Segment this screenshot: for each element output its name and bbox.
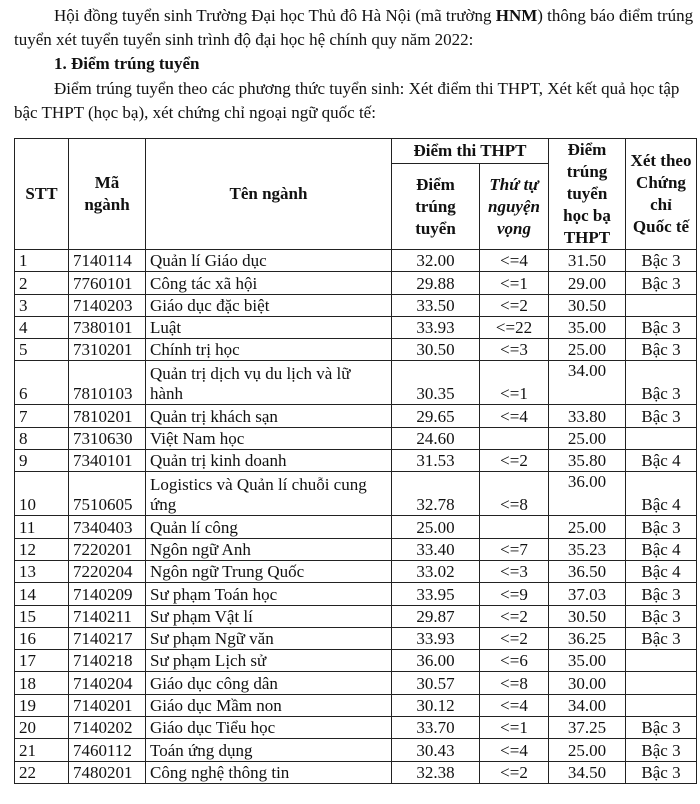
table-row xyxy=(15,339,697,361)
cell-order: <=6 xyxy=(480,650,549,672)
table-row xyxy=(15,605,697,627)
cell-name xyxy=(146,694,392,716)
major-name-line: Sư phạm Vật lí xyxy=(150,606,253,626)
cell-score: 24.60 xyxy=(392,427,480,449)
cell-score: 32.78 xyxy=(392,472,480,516)
cell-name xyxy=(146,538,392,560)
cell-code: 7810103 xyxy=(69,361,146,405)
intro-text-2: ) thông báo điểm trúng tuyển xét tuyển tuyển sinh trình độ đại học hệ chính quy năm 2022: xyxy=(14,6,694,49)
cell-name xyxy=(146,761,392,783)
cell-name xyxy=(146,294,392,316)
cell-name xyxy=(146,450,392,472)
table-body xyxy=(15,250,697,784)
header-diem-trung-tuyen: Điểm trúng tuyển xyxy=(392,164,480,250)
cell-stt: 22 xyxy=(15,761,69,783)
major-name-line: Sư phạm Lịch sử xyxy=(150,651,267,671)
cell-code: 7140211 xyxy=(69,605,146,627)
cell-hocba: 34.00 xyxy=(549,361,626,405)
cell-name xyxy=(146,272,392,294)
cell-cert: Bậc 3 xyxy=(626,250,697,272)
cell-hocba: 31.50 xyxy=(549,250,626,272)
cell-hocba: 36.50 xyxy=(549,560,626,582)
major-name-line: Toán ứng dụng xyxy=(150,740,253,760)
cell-code: 7480201 xyxy=(69,761,146,783)
cell-cert: Bậc 3 xyxy=(626,717,697,739)
major-name-line: Giáo dục công dân xyxy=(150,673,278,693)
cell-order: <=2 xyxy=(480,450,549,472)
cell-name xyxy=(146,472,392,516)
table-row xyxy=(15,560,697,582)
cell-cert: Bậc 3 xyxy=(626,272,697,294)
major-name-line: Luật xyxy=(150,318,182,338)
cell-code: 7140209 xyxy=(69,583,146,605)
cell-hocba: 34.00 xyxy=(549,694,626,716)
cell-stt: 21 xyxy=(15,739,69,761)
header-thpt-group: Điểm thi THPT xyxy=(392,139,549,164)
cell-score: 36.00 xyxy=(392,650,480,672)
table-row xyxy=(15,250,697,272)
cell-order: <=3 xyxy=(480,339,549,361)
cell-code: 7340101 xyxy=(69,450,146,472)
major-name-line: Quản lí Giáo dục xyxy=(150,251,267,271)
cell-stt: 13 xyxy=(15,560,69,582)
cell-hocba: 35.80 xyxy=(549,450,626,472)
cell-name xyxy=(146,250,392,272)
cell-order: <=2 xyxy=(480,627,549,649)
table-row xyxy=(15,739,697,761)
table-row xyxy=(15,717,697,739)
cell-code: 7140217 xyxy=(69,627,146,649)
cell-name xyxy=(146,316,392,338)
cell-stt: 1 xyxy=(15,250,69,272)
cell-score: 30.35 xyxy=(392,361,480,405)
cell-code: 7380101 xyxy=(69,316,146,338)
cell-cert: Bậc 3 xyxy=(626,583,697,605)
major-name-line: Sư phạm Toán học xyxy=(150,584,278,604)
major-name-line: Sư phạm Ngữ văn xyxy=(150,629,274,649)
cell-score: 29.87 xyxy=(392,605,480,627)
cell-code: 7760101 xyxy=(69,272,146,294)
cell-stt: 8 xyxy=(15,427,69,449)
cell-name xyxy=(146,650,392,672)
cell-name xyxy=(146,672,392,694)
cell-cert: Bậc 3 xyxy=(626,516,697,538)
cell-hocba: 35.00 xyxy=(549,650,626,672)
cell-hocba: 34.50 xyxy=(549,761,626,783)
cell-order: <=1 xyxy=(480,717,549,739)
cell-stt: 20 xyxy=(15,717,69,739)
header-ma-nganh: Mã ngành xyxy=(69,139,146,250)
cell-cert: Bậc 3 xyxy=(626,405,697,427)
cell-order xyxy=(480,427,549,449)
major-name-line: Ngôn ngữ Trung Quốc xyxy=(150,562,305,582)
cell-score: 30.57 xyxy=(392,672,480,694)
cell-cert xyxy=(626,294,697,316)
major-name-line: Công nghệ thông tin xyxy=(150,762,290,782)
cell-order: <=2 xyxy=(480,294,549,316)
cell-score: 33.50 xyxy=(392,294,480,316)
cell-code: 7510605 xyxy=(69,472,146,516)
cell-hocba: 37.25 xyxy=(549,717,626,739)
cell-stt: 7 xyxy=(15,405,69,427)
major-name-line: Việt Nam học xyxy=(150,429,245,449)
cell-cert xyxy=(626,427,697,449)
cell-cert: Bậc 4 xyxy=(626,560,697,582)
major-name-line: Quản lí công xyxy=(150,517,238,537)
table-row xyxy=(15,516,697,538)
cell-code: 7340403 xyxy=(69,516,146,538)
cell-name xyxy=(146,739,392,761)
major-name-line-2: ứng xyxy=(150,495,177,515)
cell-code: 7140203 xyxy=(69,294,146,316)
major-name-line: Quản trị khách sạn xyxy=(150,406,278,426)
cell-cert: Bậc 3 xyxy=(626,627,697,649)
method-paragraph: Điểm trúng tuyển theo các phương thức tuyển sinh: Xét điểm thi THPT, Xét kết quả học tập bậc THPT (học bạ), xét chứng chỉ ngoại ngữ quốc tế: xyxy=(14,79,680,122)
cell-order: <=7 xyxy=(480,538,549,560)
cell-order: <=4 xyxy=(480,694,549,716)
cell-name xyxy=(146,361,392,405)
cell-code: 7310630 xyxy=(69,427,146,449)
major-name-line: Công tác xã hội xyxy=(150,273,258,293)
cell-order: <=8 xyxy=(480,472,549,516)
cell-stt: 17 xyxy=(15,650,69,672)
table-row xyxy=(15,361,697,405)
cell-cert: Bậc 4 xyxy=(626,538,697,560)
table-row xyxy=(15,694,697,716)
cell-hocba: 35.23 xyxy=(549,538,626,560)
cell-score: 31.53 xyxy=(392,450,480,472)
cell-code: 7140201 xyxy=(69,694,146,716)
major-name-line: Giáo dục Tiểu học xyxy=(150,718,276,738)
table-row xyxy=(15,538,697,560)
cell-cert: Bậc 4 xyxy=(626,472,697,516)
cell-code: 7140204 xyxy=(69,672,146,694)
major-name-line: Quản trị dịch vụ du lịch và lữ xyxy=(150,364,351,384)
table-row xyxy=(15,472,697,516)
cell-name xyxy=(146,560,392,582)
cell-order: <=1 xyxy=(480,361,549,405)
cell-stt: 11 xyxy=(15,516,69,538)
table-row xyxy=(15,761,697,783)
cell-code: 7140114 xyxy=(69,250,146,272)
cell-name xyxy=(146,583,392,605)
cell-hocba: 25.00 xyxy=(549,427,626,449)
header-stt: STT xyxy=(15,139,69,250)
cell-cert xyxy=(626,650,697,672)
table-row xyxy=(15,650,697,672)
cell-order: <=9 xyxy=(480,583,549,605)
intro-paragraph xyxy=(14,4,694,52)
cell-code: 7220201 xyxy=(69,538,146,560)
cell-stt: 9 xyxy=(15,450,69,472)
table-row xyxy=(15,583,697,605)
cell-order: <=1 xyxy=(480,272,549,294)
cell-score: 33.02 xyxy=(392,560,480,582)
cell-cert: Bậc 3 xyxy=(626,339,697,361)
cell-stt: 3 xyxy=(15,294,69,316)
header-hoc-ba: Điểm trúng tuyển học bạ THPT xyxy=(549,139,626,250)
cell-stt: 15 xyxy=(15,605,69,627)
cell-code: 7140202 xyxy=(69,717,146,739)
cell-cert: Bậc 3 xyxy=(626,316,697,338)
major-name-line: Giáo dục Mầm non xyxy=(150,696,282,716)
cell-order: <=8 xyxy=(480,672,549,694)
cell-name xyxy=(146,516,392,538)
cell-stt: 10 xyxy=(15,472,69,516)
cell-score: 32.38 xyxy=(392,761,480,783)
cell-name xyxy=(146,605,392,627)
major-name-line: Ngôn ngữ Anh xyxy=(150,539,251,559)
major-name-line: Quản trị kinh doanh xyxy=(150,451,287,471)
cell-code: 7140218 xyxy=(69,650,146,672)
cell-score: 32.00 xyxy=(392,250,480,272)
admission-score-table xyxy=(14,138,697,784)
major-name-line: Giáo dục đặc biệt xyxy=(150,295,270,315)
cell-hocba: 29.00 xyxy=(549,272,626,294)
cell-score: 33.93 xyxy=(392,627,480,649)
cell-stt: 6 xyxy=(15,361,69,405)
cell-score: 33.95 xyxy=(392,583,480,605)
cell-hocba: 36.25 xyxy=(549,627,626,649)
cell-hocba: 37.03 xyxy=(549,583,626,605)
table-row xyxy=(15,627,697,649)
cell-code: 7460112 xyxy=(69,739,146,761)
cell-hocba: 30.00 xyxy=(549,672,626,694)
cell-name xyxy=(146,427,392,449)
cell-cert: Bậc 4 xyxy=(626,450,697,472)
cell-order: <=22 xyxy=(480,316,549,338)
cell-stt: 2 xyxy=(15,272,69,294)
cell-order: <=4 xyxy=(480,739,549,761)
cell-stt: 19 xyxy=(15,694,69,716)
cell-order: <=2 xyxy=(480,605,549,627)
cell-hocba: 35.00 xyxy=(549,316,626,338)
table-row xyxy=(15,450,697,472)
cell-name xyxy=(146,627,392,649)
table-row xyxy=(15,405,697,427)
cell-code: 7220204 xyxy=(69,560,146,582)
major-name-line-2: hành xyxy=(150,384,184,404)
cell-score: 30.50 xyxy=(392,339,480,361)
cell-order: <=4 xyxy=(480,250,549,272)
cell-score: 25.00 xyxy=(392,516,480,538)
school-code: HNM xyxy=(495,6,538,25)
cell-stt: 12 xyxy=(15,538,69,560)
section-heading: 1. Điểm trúng tuyển xyxy=(54,54,200,73)
cell-cert: Bậc 3 xyxy=(626,739,697,761)
cell-cert: Bậc 3 xyxy=(626,361,697,405)
cell-hocba: 25.00 xyxy=(549,739,626,761)
cell-score: 33.70 xyxy=(392,717,480,739)
cell-name xyxy=(146,405,392,427)
cell-cert: Bậc 3 xyxy=(626,605,697,627)
cell-stt: 16 xyxy=(15,627,69,649)
cell-hocba: 36.00 xyxy=(549,472,626,516)
intro-text-1: Hội đồng tuyển sinh Trường Đại học Thủ đô Hà Nội (mã trường xyxy=(54,6,496,25)
cell-hocba: 25.00 xyxy=(549,516,626,538)
table-row xyxy=(15,316,697,338)
header-chung-chi: Xét theo Chứng chỉ Quốc tế xyxy=(626,139,697,250)
cell-name xyxy=(146,717,392,739)
cell-hocba: 25.00 xyxy=(549,339,626,361)
table-row xyxy=(15,272,697,294)
cell-stt: 18 xyxy=(15,672,69,694)
cell-code: 7310201 xyxy=(69,339,146,361)
table-row xyxy=(15,427,697,449)
cell-order: <=4 xyxy=(480,405,549,427)
cell-name xyxy=(146,339,392,361)
cell-cert xyxy=(626,694,697,716)
major-name-line: Logistics và Quản lí chuỗi cung xyxy=(150,475,367,495)
cell-cert xyxy=(626,672,697,694)
cell-score: 29.65 xyxy=(392,405,480,427)
cell-hocba: 33.80 xyxy=(549,405,626,427)
cell-cert: Bậc 3 xyxy=(626,761,697,783)
cell-order xyxy=(480,516,549,538)
cell-stt: 5 xyxy=(15,339,69,361)
cell-score: 29.88 xyxy=(392,272,480,294)
cell-hocba: 30.50 xyxy=(549,294,626,316)
cell-order: <=2 xyxy=(480,761,549,783)
cell-hocba: 30.50 xyxy=(549,605,626,627)
cell-score: 30.43 xyxy=(392,739,480,761)
table-row xyxy=(15,294,697,316)
cell-score: 33.93 xyxy=(392,316,480,338)
cell-stt: 14 xyxy=(15,583,69,605)
cell-score: 33.40 xyxy=(392,538,480,560)
cell-order: <=3 xyxy=(480,560,549,582)
cell-code: 7810201 xyxy=(69,405,146,427)
header-thu-tu-nguyen-vong: Thứ tự nguyện vọng xyxy=(480,164,549,250)
major-name-line: Chính trị học xyxy=(150,340,240,360)
header-ten-nganh: Tên ngành xyxy=(146,139,392,250)
cell-score: 30.12 xyxy=(392,694,480,716)
cell-stt: 4 xyxy=(15,316,69,338)
table-row xyxy=(15,672,697,694)
